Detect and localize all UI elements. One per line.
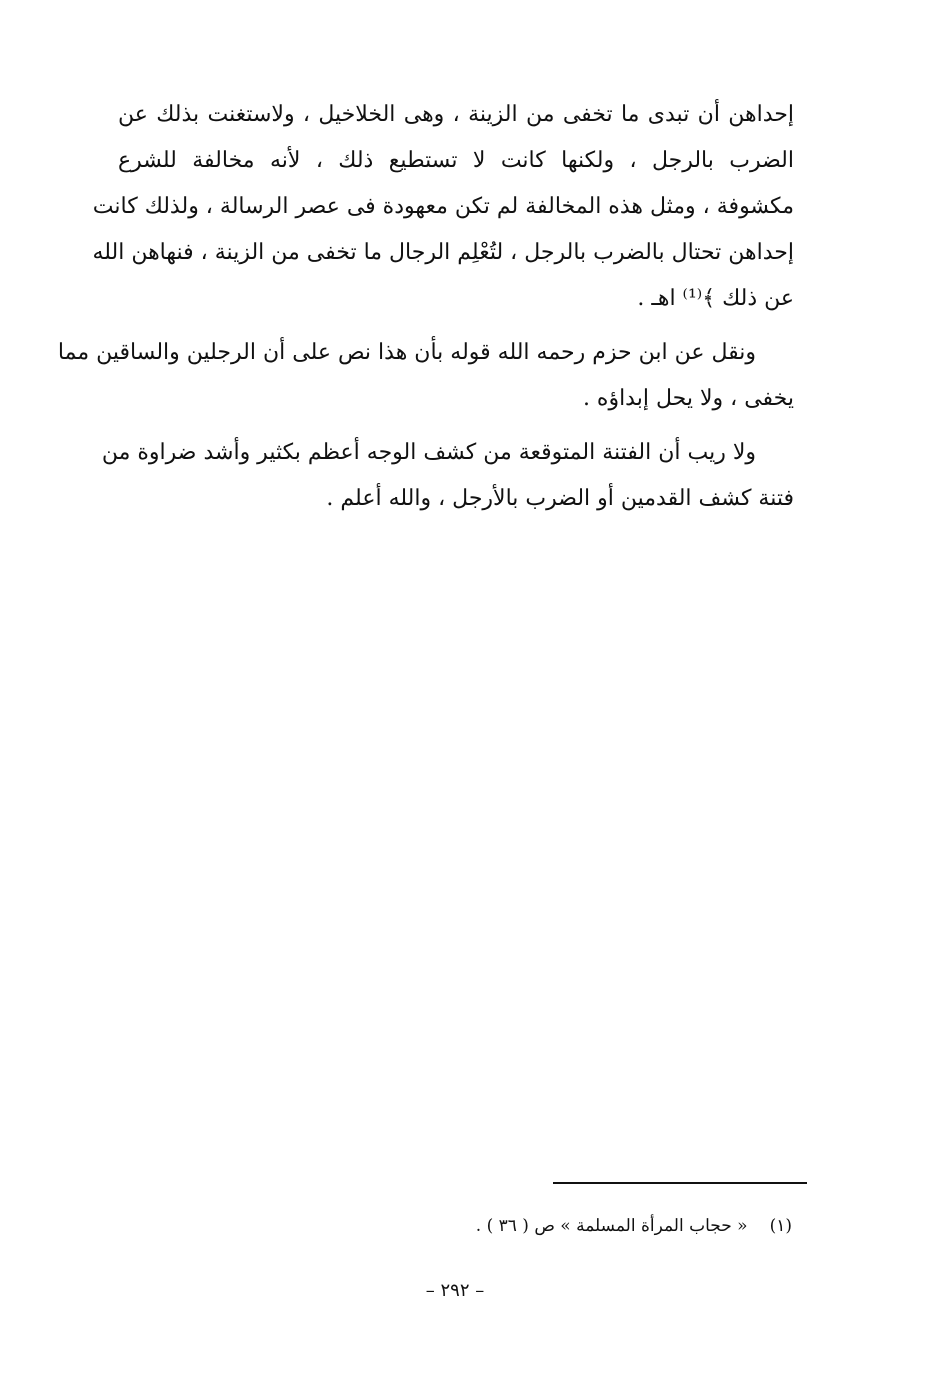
footnote — [420, 1212, 792, 1240]
text-line: الضرب بالرجل ، ولكنها كانت لا تستطيع ذلك ، لأنه مخالفة للشرع — [118, 148, 794, 173]
paragraph-spacer — [118, 422, 794, 430]
paragraph-3 — [101, 430, 794, 522]
paragraph-2 — [57, 330, 794, 422]
text-line: ولا ريب أن الفتنة المتوقعة من كشف الوجه أعظم بكثير وأشد ضراوة من — [101, 440, 756, 465]
text-line: ونقل عن ابن حزم رحمه الله قوله بأن هذا نص على أن الرجلين والساقين مما — [57, 340, 756, 365]
footnote-divider — [553, 1182, 807, 1184]
main-text — [57, 92, 794, 522]
footnote-number: (١) — [769, 1216, 792, 1236]
text-line: يخفى ، ولا يحل إبداؤه . — [582, 386, 794, 411]
text-line: عن ذلك ﴾⁽¹⁾ اهـ . — [637, 286, 794, 311]
page-number: – ٢٩٢ – — [425, 1280, 485, 1301]
paragraph-spacer — [118, 322, 794, 330]
footnote-text: « حجاب المرأة المسلمة » ص ( ٣٦ ) . — [475, 1216, 748, 1236]
text-line: فتنة كشف القدمين أو الضرب بالأرجل ، والله أعلم . — [326, 486, 794, 511]
paragraph-1 — [92, 92, 794, 322]
text-line: إحداهن تحتال بالضرب بالرجل ، لتُعْلِم الرجال ما تخفى من الزينة ، فنهاهن الله — [92, 240, 794, 265]
text-line: إحداهن أن تبدى ما تخفى من الزينة ، وهى الخلاخيل ، ولاستغنت بذلك عن — [118, 102, 794, 127]
text-line: مكشوفة ، ومثل هذه المخالفة لم تكن معهودة فى عصر الرسالة ، ولذلك كانت — [92, 194, 794, 219]
